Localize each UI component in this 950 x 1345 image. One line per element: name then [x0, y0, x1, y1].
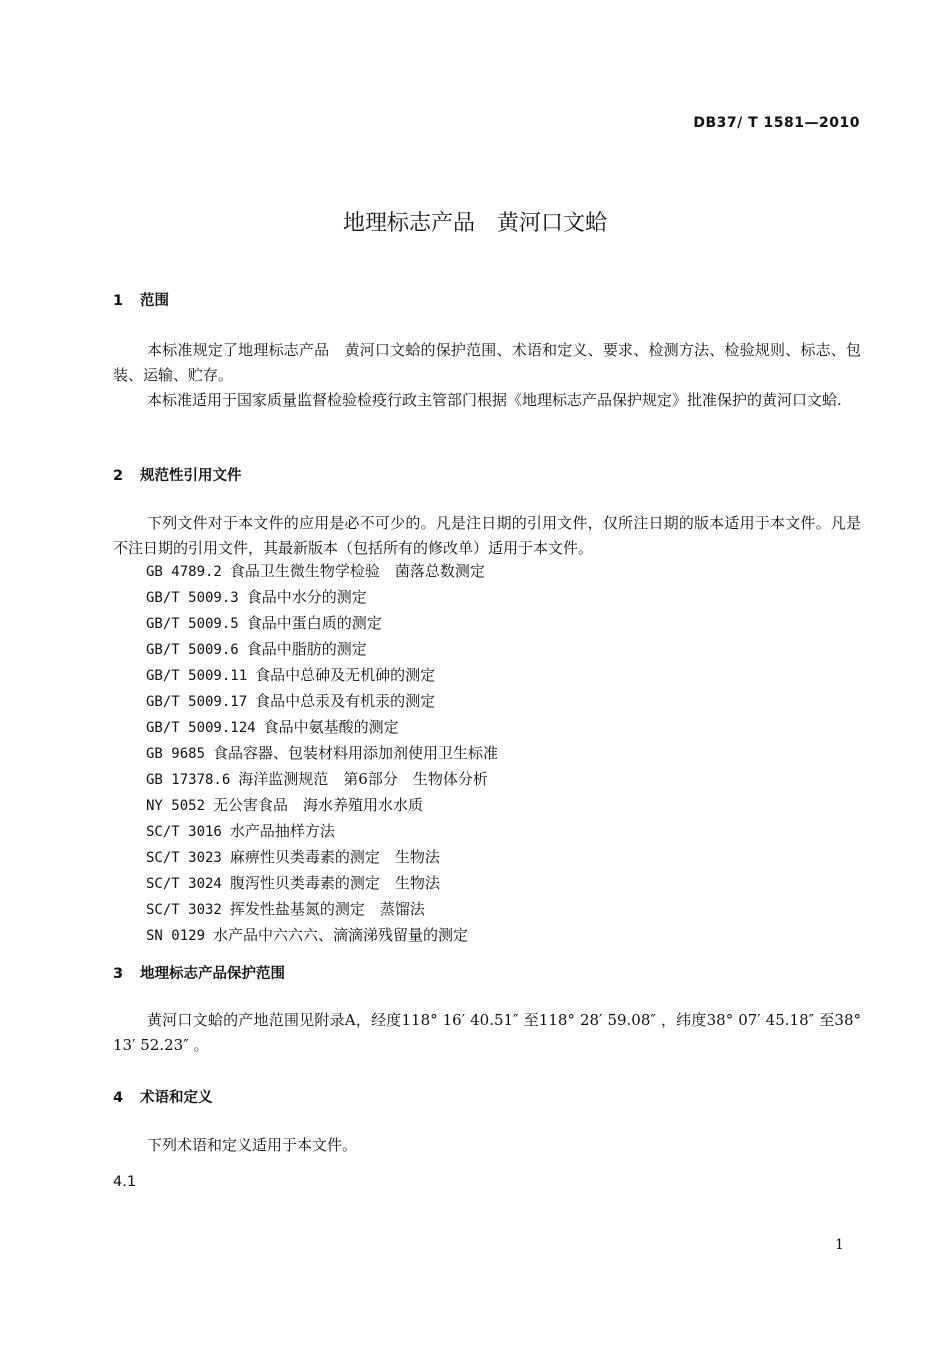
page-number: 1: [835, 1237, 844, 1253]
section-number: 3: [113, 966, 124, 982]
reference-code: SC/T 3024: [146, 876, 222, 892]
reference-item: [146, 611, 498, 637]
reference-item: [146, 637, 498, 663]
reference-item: [146, 663, 498, 689]
reference-title: 挥发性盐基氮的测定 蒸馏法: [229, 900, 425, 918]
reference-code: GB 4789.2: [146, 564, 222, 580]
section-title: 地理标志产品保护范围: [140, 966, 285, 982]
reference-item: [146, 793, 498, 819]
reference-item: [146, 819, 498, 845]
reference-title: 食品中蛋白质的测定: [246, 614, 382, 632]
reference-code: SN 0129: [146, 928, 206, 944]
scope-paragraph-2: 本标准适用于国家质量监督检验检疫行政主管部门根据《地理标志产品保护规定》批准保护的黄河口文蛤.: [147, 391, 842, 409]
reference-code: SC/T 3023: [146, 850, 222, 866]
reference-title: 腹泻性贝类毒素的测定 生物法: [229, 874, 440, 892]
reference-item: [146, 689, 498, 715]
reference-title: 食品容器、包装材料用添加剂使用卫生标准: [213, 744, 499, 762]
reference-item: [146, 897, 498, 923]
reference-title: 食品中总砷及无机砷的测定: [255, 666, 436, 684]
reference-list: [146, 559, 498, 949]
section-title: 术语和定义: [140, 1090, 213, 1106]
reference-title: 麻痹性贝类毒素的测定 生物法: [229, 848, 440, 866]
section-title: 规范性引用文件: [140, 468, 242, 484]
section-number: 2: [113, 468, 124, 484]
standard-code: DB37/ T 1581—2010: [693, 115, 860, 131]
reference-title: 无公害食品 海水养殖用水水质: [213, 796, 424, 814]
section-heading-normative-references: [113, 464, 242, 485]
reference-title: 水产品中六六六、滴滴涕残留量的测定: [213, 926, 469, 944]
reference-code: NY 5052: [146, 798, 206, 814]
section-heading-protection-scope: [113, 962, 285, 983]
reference-title: 食品中脂肪的测定: [246, 640, 367, 658]
reference-item: [146, 741, 498, 767]
reference-item: [146, 585, 498, 611]
reference-code: GB/T 5009.5: [146, 616, 239, 632]
references-intro: 下列文件对于本文件的应用是必不可少的。凡是注日期的引用文件，仅所注日期的版本适用于本文件。凡是不注日期的引用文件，其最新版本（包括所有的修改单）适用于本文件。: [113, 514, 861, 557]
reference-code: GB/T 5009.124: [146, 720, 256, 736]
section-heading-scope: [113, 289, 169, 310]
reference-item: [146, 871, 498, 897]
reference-title: 食品中总汞及有机汞的测定: [255, 692, 436, 710]
reference-title: 海洋监测规范 第6部分 生物体分析: [238, 770, 488, 788]
reference-item: [146, 715, 498, 741]
reference-item: [146, 767, 498, 793]
reference-code: GB/T 5009.6: [146, 642, 239, 658]
reference-code: SC/T 3016: [146, 824, 222, 840]
reference-title: 食品中水分的测定: [246, 588, 367, 606]
reference-code: GB 17378.6: [146, 772, 231, 788]
scope-paragraph-1: 本标准规定了地理标志产品 黄河口文蛤的保护范围、术语和定义、要求、检测方法、检验规则、标志、包装、运输、贮存。: [113, 341, 861, 384]
terms-paragraph: 下列术语和定义适用于本文件。: [147, 1136, 358, 1154]
protection-scope-paragraph: 黄河口文蛤的产地范围见附录A，经度118° 16′ 40.51″ 至118° 28′ 59.08″ ，纬度38° 07′ 45.18″ 至38° 13′ 52.23″ 。: [113, 1011, 861, 1054]
subsection-number: 4.1: [113, 1174, 137, 1190]
reference-item: [146, 559, 498, 585]
section-title: 范围: [140, 293, 169, 309]
reference-code: GB/T 5009.3: [146, 590, 239, 606]
reference-title: 食品中氨基酸的测定: [263, 718, 399, 736]
section-number: 1: [113, 293, 124, 309]
reference-code: GB/T 5009.17: [146, 694, 248, 710]
section-heading-terms: [113, 1086, 213, 1107]
reference-code: GB 9685: [146, 746, 206, 762]
page-title: 地理标志产品 黄河口文蛤: [342, 211, 607, 236]
reference-code: SC/T 3032: [146, 902, 222, 918]
reference-item: [146, 923, 498, 949]
reference-title: 水产品抽样方法: [229, 822, 335, 840]
reference-title: 食品卫生微生物学检验 菌落总数测定: [229, 562, 485, 580]
section-number: 4: [113, 1090, 124, 1106]
reference-code: GB/T 5009.11: [146, 668, 248, 684]
reference-item: [146, 845, 498, 871]
